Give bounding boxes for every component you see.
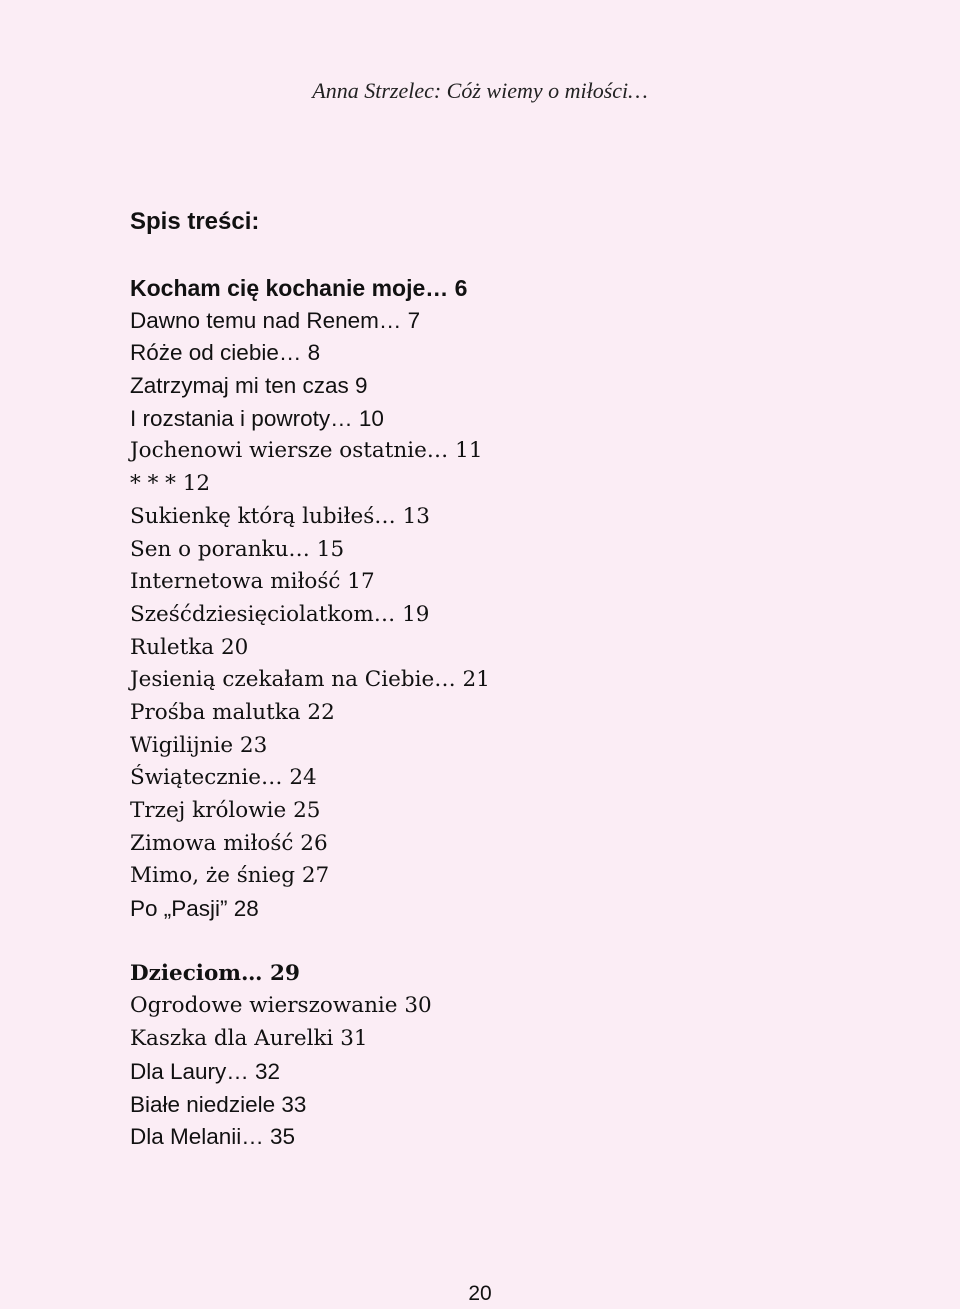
toc-entry: Róże od ciebie… 8 [130, 340, 321, 366]
toc-entry: * * * 12 [130, 471, 211, 497]
toc-entry: Dla Laury… 32 [130, 1058, 281, 1084]
toc-entry: Dawno temu nad Renem… 7 [130, 307, 421, 333]
toc-entry: Jesienią czekałam na Ciebie… 21 [130, 667, 490, 693]
toc-entry: I rozstania i powroty… 10 [130, 405, 384, 431]
toc-entry: Ogrodowe wierszowanie 30 [130, 993, 432, 1019]
toc-entry: Po „Pasji” 28 [130, 896, 259, 922]
page-number: 20 [468, 1282, 492, 1305]
toc-entry: Internetowa miłość 17 [130, 569, 375, 595]
toc-entry: Mimo, że śnieg 27 [130, 863, 330, 889]
toc-entry: Sen o poranku… 15 [130, 536, 345, 562]
running-header: Anna Strzelec: Cóż wiemy o miłości… [312, 78, 648, 103]
toc-entry: Kaszka dla Aurelki 31 [130, 1026, 368, 1052]
toc-entry: Sukienkę którą lubiłeś… 13 [130, 503, 430, 529]
toc-entry: Ruletka 20 [130, 634, 249, 660]
toc-title: Spis treści: [130, 208, 260, 235]
toc-entry: Wigilijnie 23 [130, 732, 268, 758]
section-spacer [130, 926, 890, 958]
toc-entry: Zatrzymaj mi ten czas 9 [130, 373, 368, 399]
toc-entry: Zimowa miłość 26 [130, 830, 328, 856]
toc-entry: Białe niedziele 33 [130, 1091, 307, 1117]
toc-entry: Świątecznie… 24 [130, 765, 317, 791]
toc-section-heading: Kocham cię kochanie moje… 6 [130, 275, 468, 301]
toc-entry: Trzej królowie 25 [130, 798, 321, 823]
toc-section-heading: Dzieciom… 29 [130, 960, 300, 986]
toc-entry: Dla Melanii… 35 [130, 1124, 296, 1150]
table-of-contents [130, 272, 890, 1154]
toc-entry: Jochenowi wiersze ostatnie… 11 [130, 438, 483, 464]
toc-entry: Prośba malutka 22 [130, 699, 335, 725]
toc-entry: Sześćdziesięciolatkom… 19 [130, 601, 430, 627]
